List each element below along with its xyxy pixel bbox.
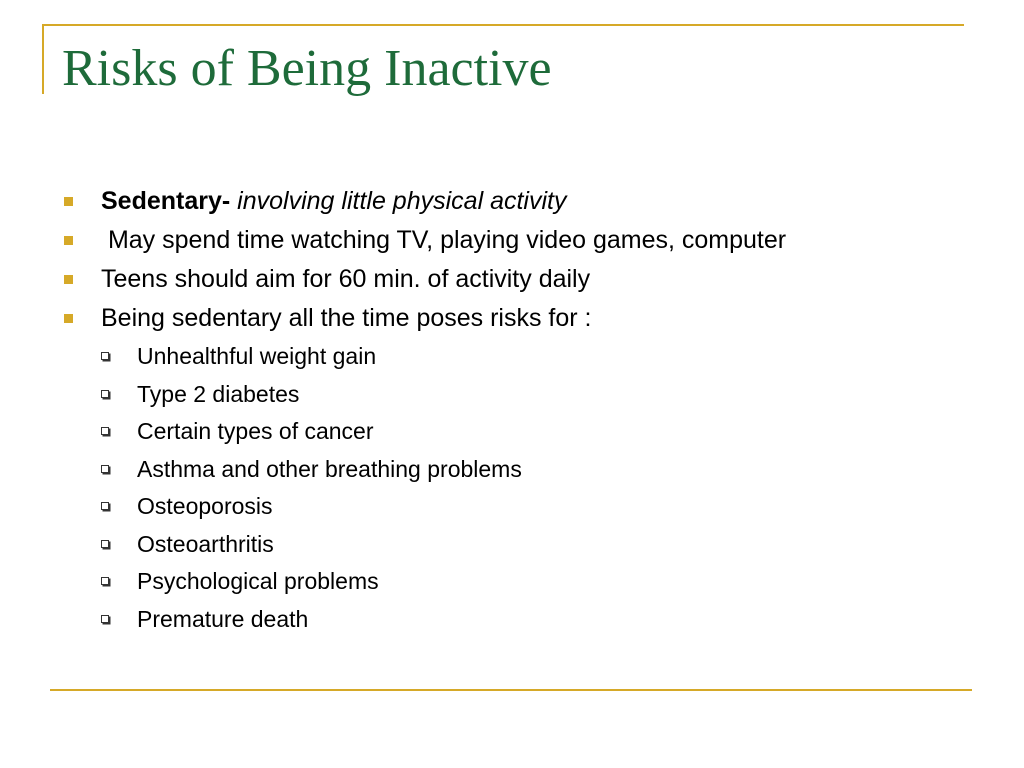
square-bullet-icon bbox=[64, 197, 73, 206]
sub-bullet-item bbox=[0, 601, 1024, 639]
hollow-square-bullet-icon bbox=[101, 465, 109, 473]
bullet-item bbox=[0, 260, 1024, 299]
bullet-definition: involving little physical activity bbox=[237, 187, 567, 215]
sub-bullet-item bbox=[0, 413, 1024, 451]
sub-bullet-item bbox=[0, 338, 1024, 376]
square-bullet-icon bbox=[64, 236, 73, 245]
sub-bullet-text: Asthma and other breathing problems bbox=[137, 455, 522, 482]
square-bullet-icon bbox=[64, 314, 73, 323]
hollow-square-bullet-icon bbox=[101, 615, 109, 623]
bullet-text: Teens should aim for 60 min. of activity daily bbox=[101, 265, 591, 293]
sub-bullet-item bbox=[0, 451, 1024, 489]
hollow-square-bullet-icon bbox=[101, 427, 109, 435]
sub-bullet-text: Premature death bbox=[137, 605, 309, 632]
frame-bottom-line bbox=[50, 689, 972, 691]
hollow-square-bullet-icon bbox=[101, 540, 109, 548]
sub-bullet-text: Type 2 diabetes bbox=[137, 380, 300, 407]
square-bullet-icon bbox=[64, 275, 73, 284]
sub-bullet-item bbox=[0, 376, 1024, 414]
bullet-item bbox=[0, 299, 1024, 338]
hollow-square-bullet-icon bbox=[101, 577, 109, 585]
sub-bullet-text: Certain types of cancer bbox=[137, 418, 374, 444]
hollow-square-bullet-icon bbox=[101, 502, 109, 510]
bullet-text: May spend time watching TV, playing video games, computer bbox=[101, 226, 787, 254]
sub-bullet-text: Osteoporosis bbox=[137, 493, 273, 519]
sub-bullet-text: Psychological problems bbox=[137, 568, 379, 594]
bullet-item bbox=[0, 182, 1024, 221]
sub-bullet-item bbox=[0, 488, 1024, 526]
hollow-square-bullet-icon bbox=[101, 352, 109, 360]
slide-title: Risks of Being Inactive bbox=[62, 40, 552, 97]
sub-bullet-item bbox=[0, 563, 1024, 601]
bullet-list bbox=[0, 182, 1024, 638]
hollow-square-bullet-icon bbox=[101, 390, 109, 398]
sub-bullet-item bbox=[0, 526, 1024, 564]
bullet-text: Being sedentary all the time poses risks for : bbox=[101, 304, 592, 332]
frame-left-line bbox=[42, 24, 44, 94]
sub-bullet-text: Osteoarthritis bbox=[137, 530, 274, 557]
bullet-item bbox=[0, 221, 1024, 260]
bullet-term: Sedentary- bbox=[101, 187, 231, 215]
frame-top-line bbox=[42, 24, 964, 26]
sub-bullet-text: Unhealthful weight gain bbox=[137, 343, 377, 369]
